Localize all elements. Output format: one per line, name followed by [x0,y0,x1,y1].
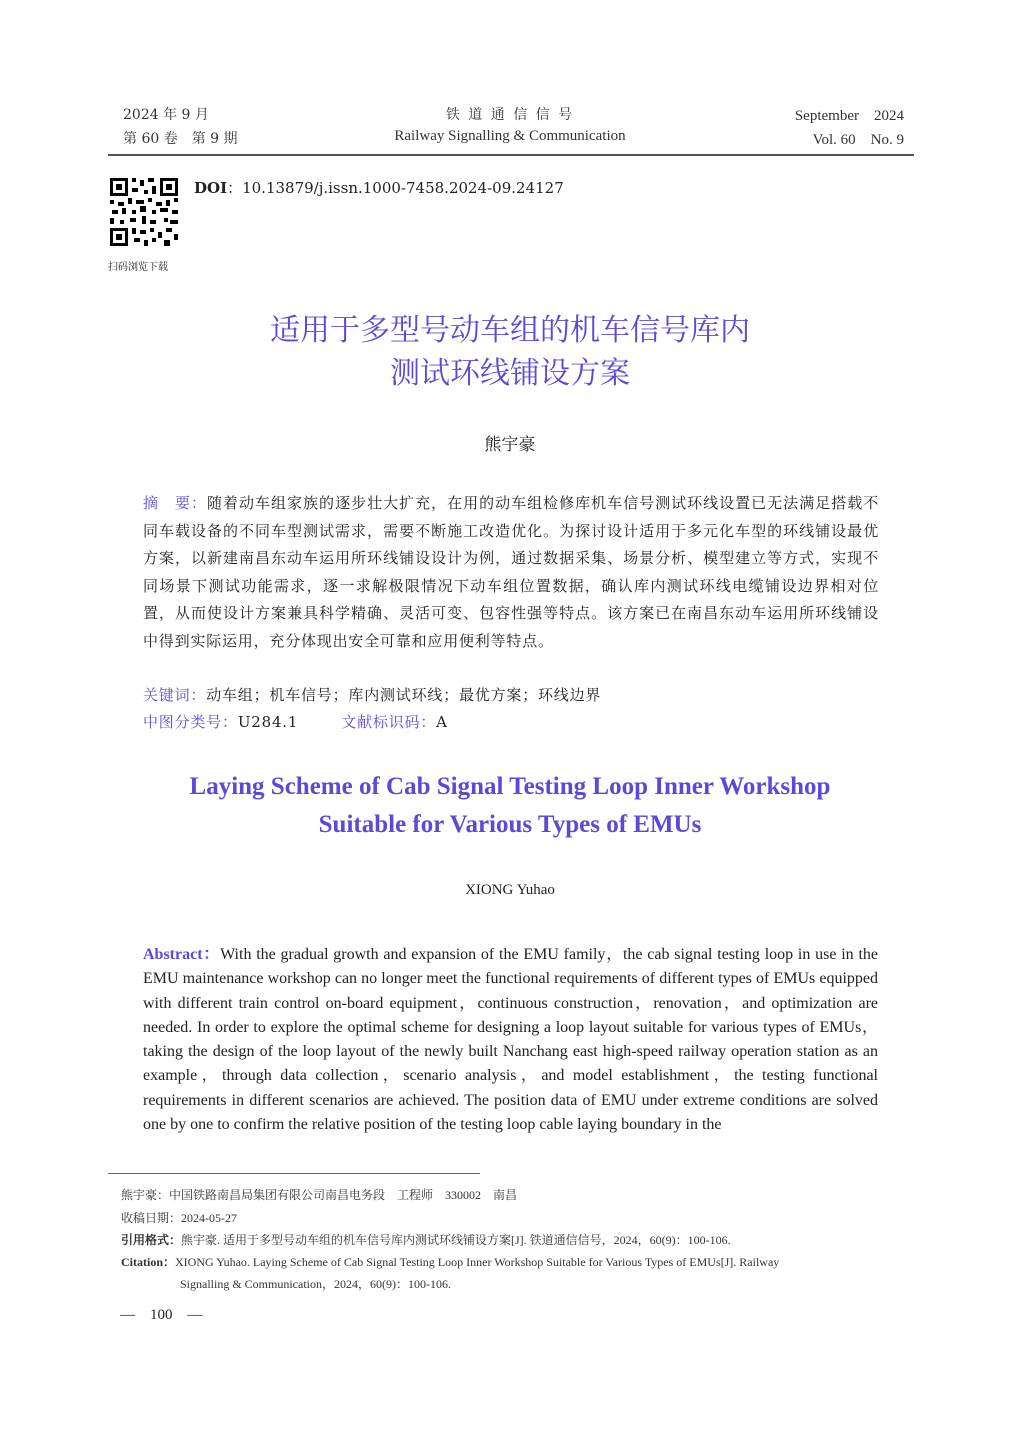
doc-code-label: 文献标识码： [341,713,437,731]
doi-label: DOI [194,179,228,197]
header-date-en: September 2024 [794,108,904,124]
footnote-author-info: 熊宇豪：中国铁路南昌局集团有限公司南昌电务段 工程师 330002 南昌 [121,1188,518,1202]
citation-cn-label: 引用格式： [121,1233,182,1247]
title-en-line-1: Laying Scheme of Cab Signal Testing Loop Inner Workshop [189,773,831,800]
citation-cn-text: 熊宇豪. 适用于多型号动车组的机车信号库内测试环线铺设方案[J]. 铁道通信信号，2024，60(9)：100-106. [181,1233,731,1247]
footnote-received: 收稿日期：2024-05-27 [121,1211,237,1225]
abstract-cn-text: 随着动车组家族的逐步壮大扩充，在用的动车组检修库机车信号测试环线设置已无法满足搭载不同车载设备的不同车型测试需求，需要不断施工改造优化。为探讨设计适用于多元化车型的环线铺设最优方案，以新建南昌东动车运用所环线铺设设计为例，通过数据采集、场景分析、模型建立等方式，实现不同场景下测试功能需求，逐一求解极限情况下动车组位置数据，确认库内测试环线电缆铺设边界相对位置，从而使设计方案兼具科学精确、灵活可变、包容性强等特点。该方案已在南昌东动车运用所环线铺设中得到实际运用，充分体现出安全可靠和应用便利等特点。 [143,494,880,650]
abstract-cn [143,490,879,655]
header-date-cn: 2024 年 9 月 [123,107,209,123]
citation-en-text-1: XIONG Yuhao. Laying Scheme of Cab Signal Testing Loop Inner Workshop Suitable for Various Types of EMUs[J]. Railway [175,1255,780,1269]
header-volume-en: Vol. 60 No. 9 [812,132,904,148]
abstract-en [143,943,878,1137]
header-rule [108,154,914,156]
abstract-en-label: Abstract： [143,946,221,963]
footnote-citation-cn [121,1231,731,1248]
header-journal-cn: 铁 道 通 信 信 号 [445,107,575,123]
qr-caption: 扫码浏览下载 [108,262,168,273]
page-number: — 100 — [120,1307,203,1323]
header-volume-cn: 第 60 卷 第 9 期 [123,131,238,147]
footnote-citation-en [121,1253,916,1270]
author-cn: 熊宇豪 [484,435,536,455]
citation-en-label: Citation： [121,1255,176,1269]
keywords-cn-text: 动车组；机车信号；库内测试环线；最优方案；环线边界 [206,686,602,704]
clc-value: U284.1 [237,713,299,731]
title-en-line-2: Suitable for Various Types of EMUs [318,811,702,838]
footnote-rule [108,1173,480,1174]
keywords-cn-label: 关键词： [143,686,207,704]
qr-code-icon[interactable] [108,176,180,248]
classification [143,709,879,737]
abstract-en-text: With the gradual growth and expansion of the EMU family，the cab signal testing loop in use in the EMU maintenance workshop can no longer meet the functional requirements of different types of EMUs equipped with different train control on-board equipment，continuous construction，renovation，and optimization are needed. In order to explore the optimal scheme for designing a loop layout suitable for various types of EMUs，taking the design of the loop layout of the newly built Nanchang east high-speed railway operation station as an example，through data collection，scenario analysis，and model establishment，the testing functional requirements in different scenarios are achieved. The position data of EMU under extreme conditions are solved one by one to confirm the relative position of the testing loop cable laying boundary in the [143,946,879,1134]
doi-value: ：10.13879/j.issn.1000-7458.2024-09.24127 [227,179,564,197]
keywords-cn [143,682,879,710]
title-cn-line-1: 适用于多型号动车组的机车信号库内 [270,313,750,348]
author-en: XIONG Yuhao [465,882,555,898]
abstract-cn-label: 摘 要： [143,494,208,512]
title-cn-line-2: 测试环线铺设方案 [390,356,630,391]
clc-label: 中图分类号： [143,713,238,731]
footnote-citation-en-cont: Signalling & Communication，2024，60(9)：100-106. [180,1277,451,1291]
header-journal-en: Railway Signalling & Communication [394,128,626,144]
doi[interactable] [194,177,564,198]
doc-code-value: A [436,713,448,731]
